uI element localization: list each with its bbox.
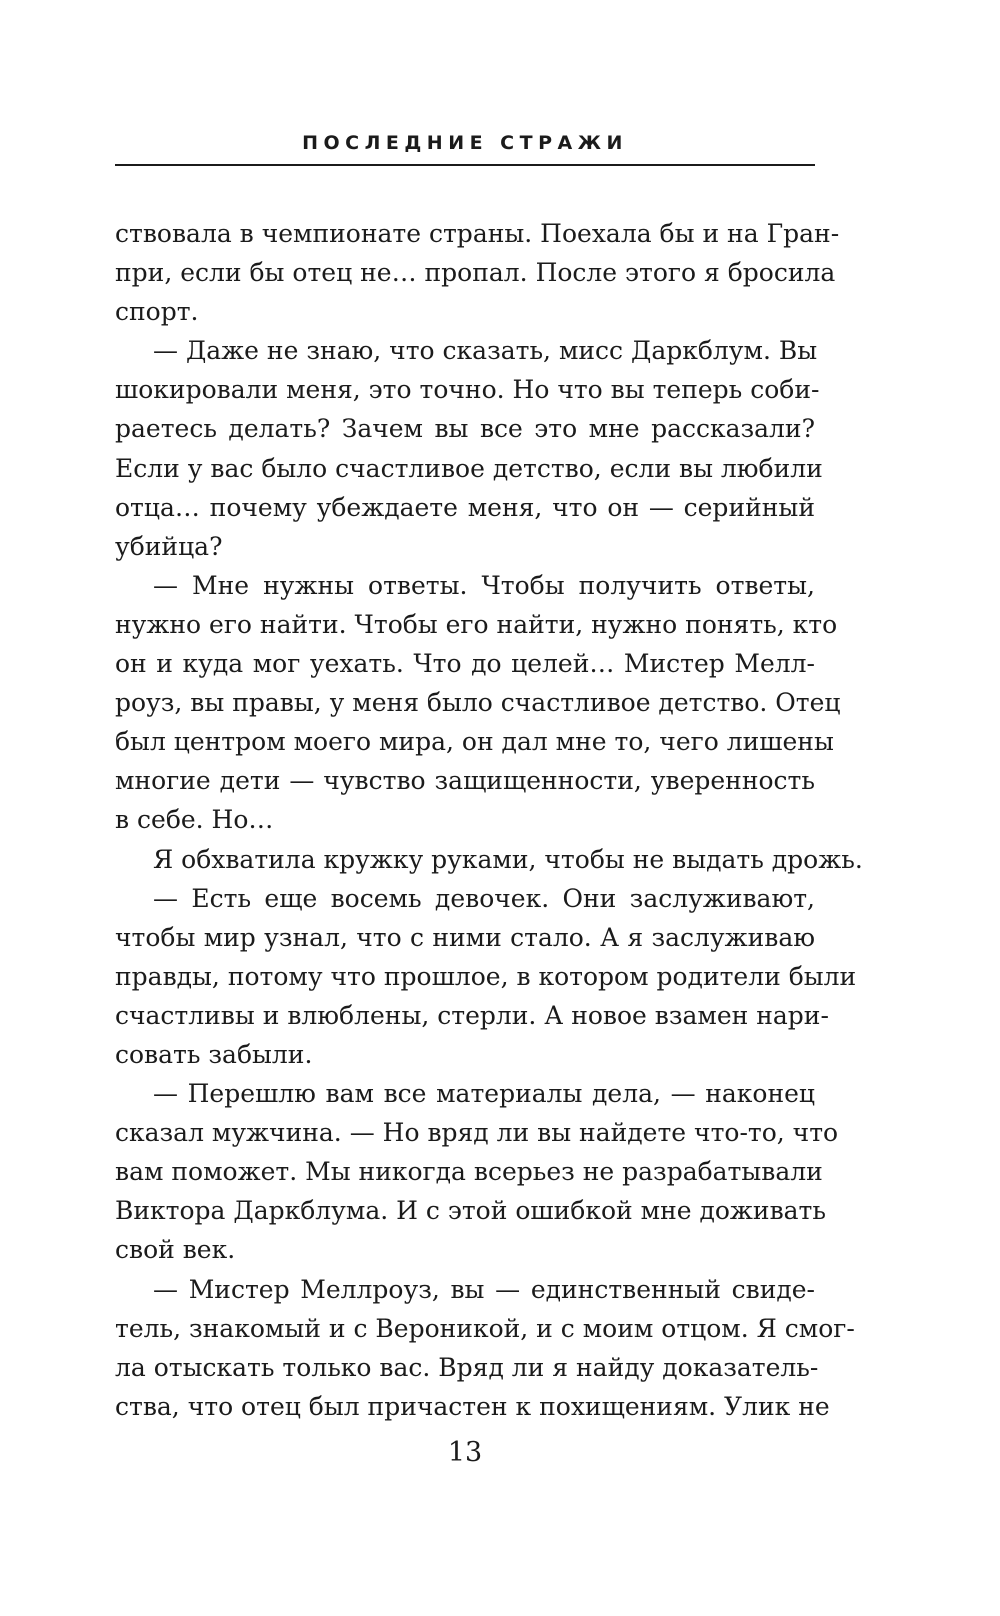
text-line: ла отыскать только вас. Вряд ли я найду доказатель- xyxy=(115,1352,819,1382)
header-rule xyxy=(115,164,815,166)
text-line: тель, знакомый и с Вероникой, и с моим отцом. Я смог- xyxy=(115,1313,855,1343)
text-line: сказал мужчина. — Но вряд ли вы найдете что-то, что xyxy=(115,1118,839,1148)
text-line: Если у вас было счастливое детство, если вы любили xyxy=(115,453,823,483)
text-line: правды, потому что прошлое, в котором родители были xyxy=(115,961,857,991)
text-line: ства, что отец был причастен к похищениям. Улик не xyxy=(115,1391,830,1421)
text-line: многие дети — чувство защищенности, уверенность xyxy=(115,766,815,796)
running-head: ПОСЛЕДНИЕ СТРАЖИ xyxy=(302,132,628,154)
text-line: вам поможет. Мы никогда всерьез не разрабатывали xyxy=(115,1157,823,1187)
text-line: шокировали меня, это точно. Но что вы теперь соби- xyxy=(115,375,820,405)
text-line: Я обхватила кружку руками, чтобы не выдать дрожь. xyxy=(153,844,863,874)
text-line: счастливы и влюблены, стерли. А новое взамен нари- xyxy=(115,1000,829,1030)
text-line: был центром моего мира, он дал мне то, чего лишены xyxy=(115,727,834,757)
text-line: чтобы мир узнал, что с ними стало. А я заслуживаю xyxy=(115,922,815,952)
text-line: в себе. Но… xyxy=(115,805,274,835)
text-line: совать забыли. xyxy=(115,1039,313,1069)
text-line: раетесь делать? Зачем вы все это мне рассказали? xyxy=(115,414,815,444)
text-line: при, если бы отец не… пропал. После этого я бросила xyxy=(115,258,836,288)
body-text xyxy=(115,214,863,1426)
text-line: Виктора Даркблума. И с этой ошибкой мне доживать xyxy=(115,1196,826,1226)
text-line: — Есть еще восемь девочек. Они заслуживают, xyxy=(153,883,815,913)
text-line: отца… почему убеждаете меня, что он — серийный xyxy=(115,492,815,522)
text-line: — Мистер Меллроуз, вы — единственный свиде- xyxy=(153,1274,815,1304)
text-line: нужно его найти. Чтобы его найти, нужно понять, кто xyxy=(115,609,838,639)
text-line: свой век. xyxy=(115,1235,236,1265)
text-line: — Перешлю вам все материалы дела, — наконец xyxy=(153,1079,815,1109)
text-line: — Мне нужны ответы. Чтобы получить ответы, xyxy=(153,570,815,600)
text-line: он и куда мог уехать. Что до целей… Мистер Мелл- xyxy=(115,649,815,679)
text-line: убийца? xyxy=(115,531,223,561)
text-line: ствовала в чемпионате страны. Поехала бы и на Гран- xyxy=(115,219,840,248)
text-line: — Даже не знаю, что сказать, мисс Даркблум. Вы xyxy=(153,336,818,366)
page-number: 13 xyxy=(447,1437,483,1468)
text-line: спорт. xyxy=(115,297,199,327)
text-line: роуз, вы правы, у меня было счастливое детство. Отец xyxy=(115,688,841,718)
